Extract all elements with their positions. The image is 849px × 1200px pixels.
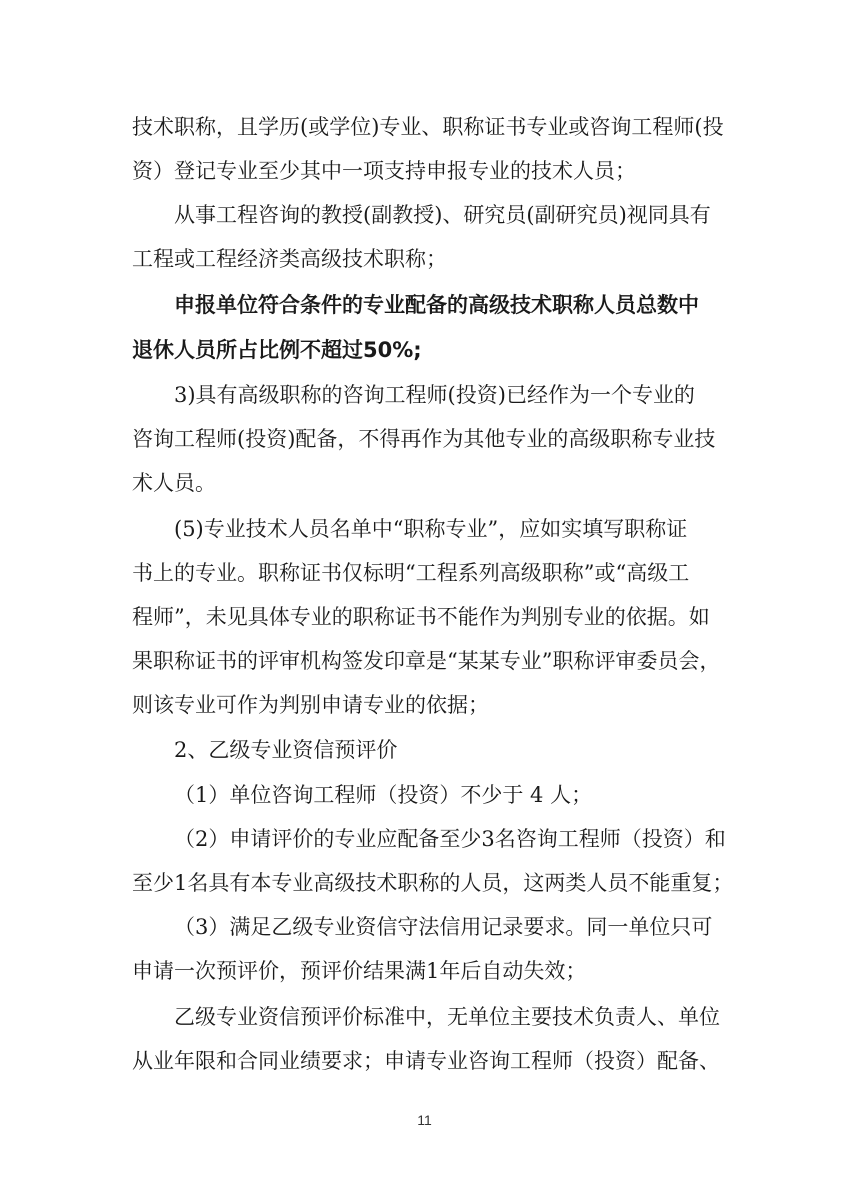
text-line: 则该专业可作为判别申请专业的依据； [132,693,489,717]
text-line: 从业年限和合同业绩要求；申请专业咨询工程师（投资）配备、 [132,1049,720,1073]
text-line: 技术职称，且学历(或学位)专业、职称证书专业或咨询工程师(投 [132,115,724,139]
text-line: 至少1名具有本专业高级技术职称的人员，这两类人员不能重复； [132,871,734,895]
text-line: 从事工程咨询的教授(副教授)、研究员(副研究员)视同具有 [174,203,711,227]
text-line: （1）单位咨询工程师（投资）不少于 4 人； [174,783,593,807]
section-heading: 2、乙级专业资信预评价 [174,738,398,762]
bold-text-line: 申报单位符合条件的专业配备的高级技术职称人员总数中 [174,293,699,317]
text-line: 资）登记专业至少其中一项支持申报专业的技术人员； [132,159,636,183]
text-line: 咨询工程师(投资)配备，不得再作为其他专业的高级职称专业技 [132,427,716,451]
text-line: （3）满足乙级专业资信守法信用记录要求。同一单位只可 [174,915,713,939]
bold-text-line: 退休人员所占比例不超过50%; [132,338,422,362]
text-line: 乙级专业资信预评价标准中，无单位主要技术负责人、单位 [174,1005,720,1029]
text-line: （2）申请评价的专业应配备至少3名咨询工程师（投资）和 [174,827,726,851]
text-line: 申请一次预评价，预评价结果满1年后自动失效； [132,959,587,983]
text-line: 书上的专业。职称证书仅标明“工程系列高级职称”或“高级工 [132,561,690,585]
text-line: 3)具有高级职称的咨询工程师(投资)已经作为一个专业的 [174,383,695,407]
text-line: 工程或工程经济类高级技术职称； [132,247,447,271]
text-line: 果职称证书的评审机构签发印章是“某某专业”职称评审委员会， [132,649,721,673]
text-line: 程师”，未见具体专业的职称证书不能作为判别专业的依据。如 [132,605,710,629]
text-line: (5)专业技术人员名单中“职称专业”，应如实填写职称证 [174,517,688,541]
text-line: 术人员。 [132,471,216,495]
page-number: 11 [417,1112,432,1128]
